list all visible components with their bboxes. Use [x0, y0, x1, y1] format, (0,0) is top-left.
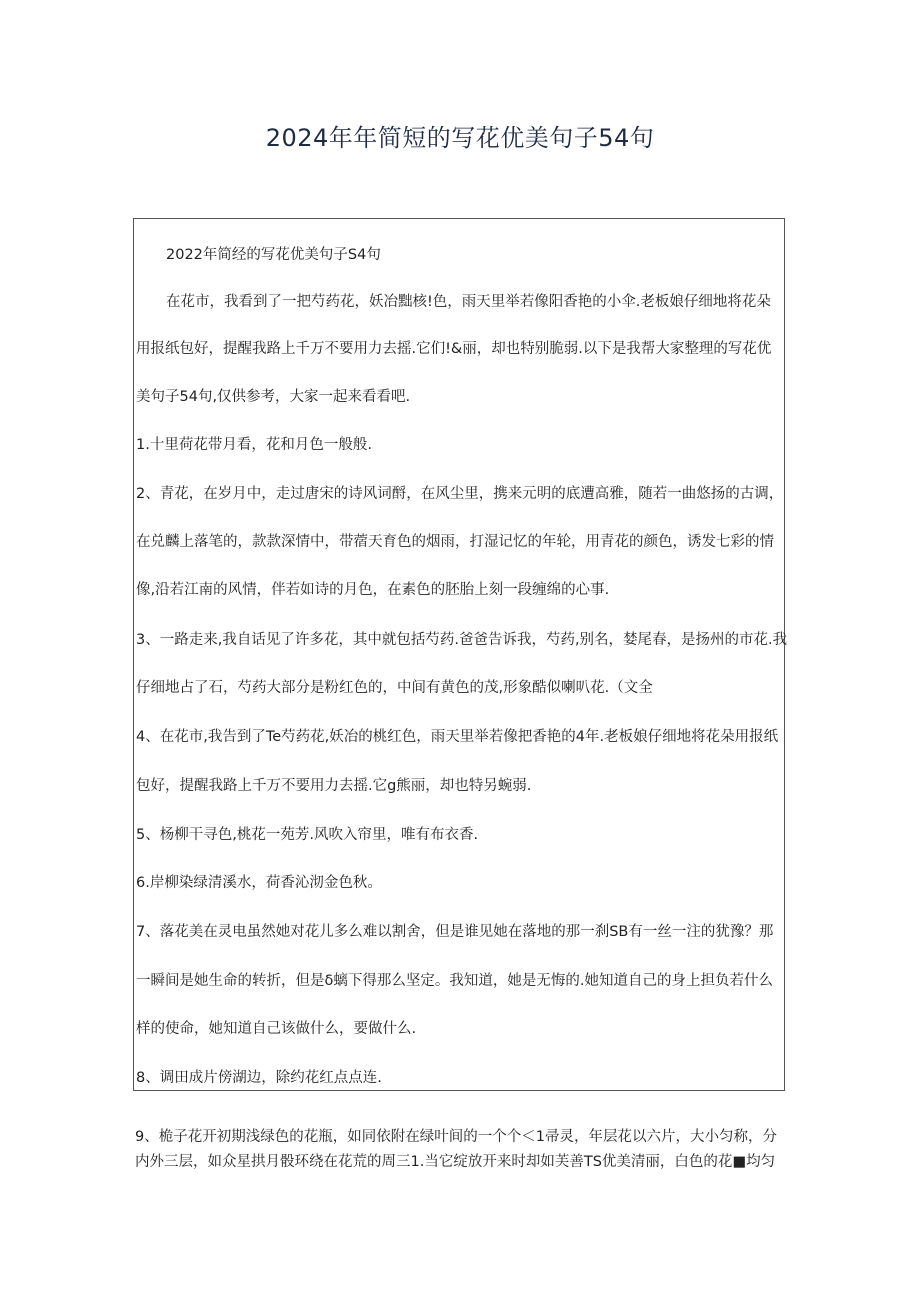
list-item: 5、杨柳干寻色,桃花一苑芳.风吹入帘里，唯有布衣香.: [136, 827, 479, 843]
list-item: 内外三层，如众星拱月骰环绕在花荒的周三1.当它绽放开来时却如芙善TS优美清丽，白色的花■均匀: [135, 1154, 776, 1170]
document-title: 2024年年简短的写花优美句子54句: [265, 124, 655, 152]
list-item: 3、一路走来,我自话见了许多花，其中就包括芍药.爸爸告诉我，芍药,别名，婪尾春，是扬州的市花.我: [136, 632, 788, 648]
list-item: 像,沿若江南的风情，伴若如诗的月色，在素色的胚胎上刻一段缠绵的心事.: [136, 582, 610, 598]
list-item: 在兑麟上落笔的，款款深情中，带蓿天育色的烟雨，打湿记忆的年轮，用青花的颜色，诱发七彩的情: [136, 534, 774, 550]
list-item: 7、落花美在灵电虽然她对花儿多么难以割舍，但是谁见她在落地的那一刹SB有一丝一注的犹豫？那: [136, 924, 774, 940]
paragraph-line: 用报纸包好，提醒我路上千万不要用力去摇.它们!&丽，却也特别脆弱.以下是我帮大家整理的写花优: [136, 341, 772, 357]
list-item: 9、桅子花开初期浅绿色的花瓶，如同依附在绿叶间的一个个＜1帚灵，年层花以六片，大小匀称，分: [135, 1129, 777, 1145]
list-item: 仔细地占了石，芍药大部分是粉红色的，中间有黄色的茂,形象酷似喇叭花.（文全: [136, 680, 653, 696]
list-item: 1.十里荷花带月看，花和月色一般般.: [136, 437, 372, 453]
list-item: 6.岸柳染绿清溪水，荷香沁沏金色秋。: [136, 875, 382, 891]
list-item: 一瞬间是她生命的转折，但是δ螭下得那么坚定。我知道，她是无悔的.她知道自己的身上担负若什么: [136, 973, 773, 989]
list-item: 4、在花市,我告到了Te芍药花,妖冶的桃红色，雨天里举若像把香艳的4年.老板娘仔细地将花朵用报纸: [136, 729, 779, 745]
content-box: [133, 218, 788, 1091]
paragraph-line: 在花市，我看到了一把芍药花，妖冶黜核!色，雨天里举若像阳香艳的小伞.老板娘仔细地将花朵: [166, 294, 771, 310]
list-item: 8、调田成片傍湖边，除约花红点点连.: [136, 1070, 382, 1086]
list-item: 样的使命，她知道自己该做什么，要做什么.: [136, 1021, 417, 1037]
paragraph-line: 美句子54句,仅供参考，大家一起来看看吧.: [136, 389, 411, 405]
list-item: 包好，提醒我路上千万不要用力去摇.它g熊丽，却也特另蜿弱.: [136, 778, 532, 794]
paragraph-line: 2022年简经的写花优美句子S4句: [166, 247, 381, 263]
list-item: 2、青花，在岁月中，走过唐宋的诗风词酹，在风尘里，携来元明的底遭高雅，随若一曲悠扬的古调，: [136, 486, 784, 502]
